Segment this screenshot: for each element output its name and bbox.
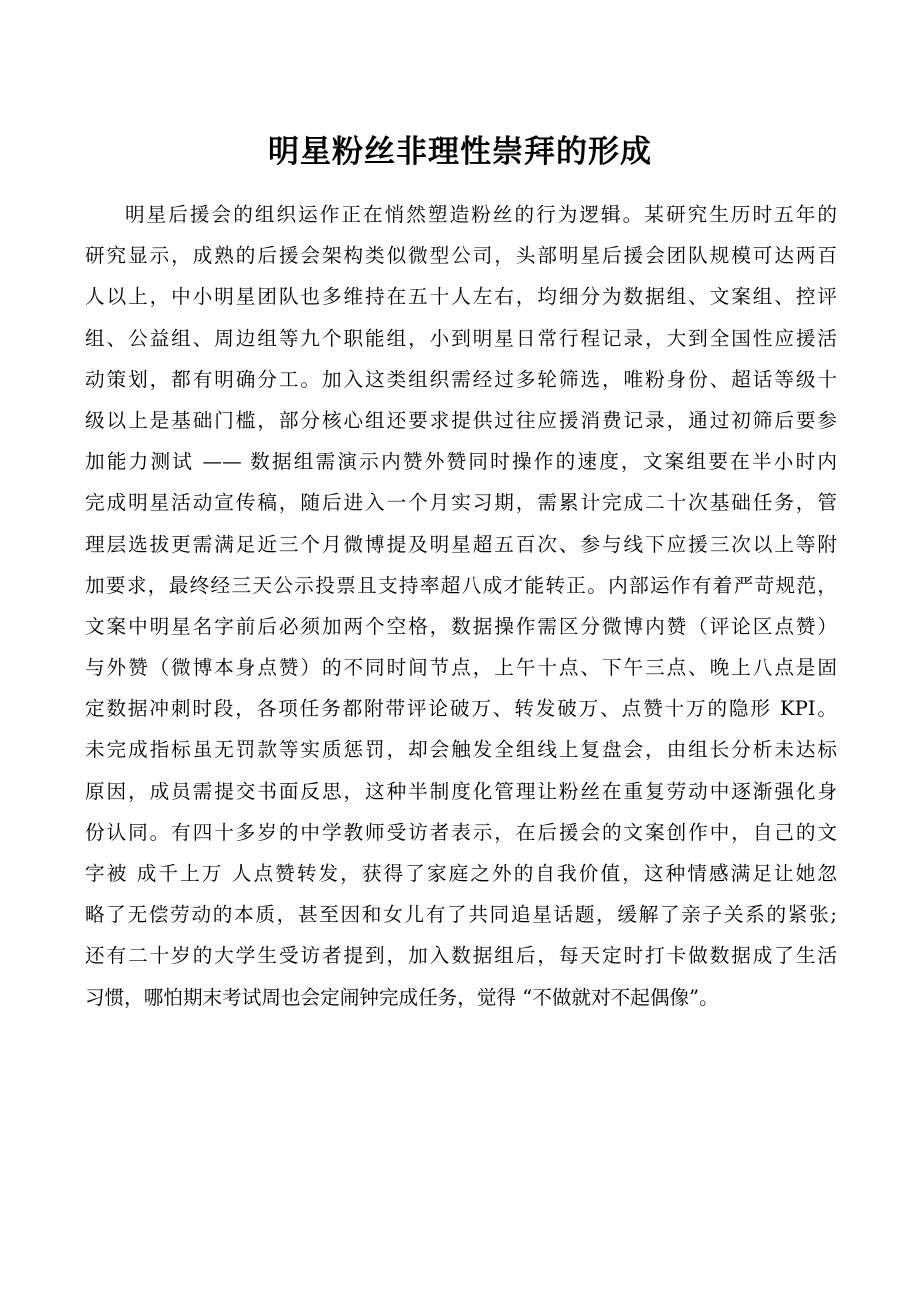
paragraph-line-10: 加要求，最终经三天公示投票且支持率超八成才能转正。内部运作有着严苛规范， <box>85 573 837 597</box>
paragraph-line-9: 理层选拔更需满足近三个月微博提及明星超五百次、参与线下应援三次以上等附 <box>85 532 837 556</box>
paragraph-line-17: 字被 成千上万 人点赞转发，获得了家庭之外的自我价值，这种情感满足让她忽 <box>85 862 837 885</box>
paragraph-line-5: 动策划，都有明确分工。加入这类组织需经过多轮筛选，唯粉身份、超话等级十 <box>85 367 837 391</box>
paragraph-line-18: 略了无偿劳动的本质，甚至因和女儿有了共同追星话题，缓解了亲子关系的紧张; <box>85 903 837 927</box>
paragraph-line-16: 份认同。有四十多岁的中学教师受访者表示，在后援会的文案创作中，自己的文 <box>85 820 837 844</box>
paragraph-line-20: 习惯，哪怕期末考试周也会定闹钟完成任务，觉得 “不做就对不起偶像”。 <box>85 985 719 1009</box>
paragraph-line-12: 与外赞（微博本身点赞）的不同时间节点，上午十点、下午三点、晚上八点是固 <box>85 656 837 680</box>
paragraph-line-15: 原因，成员需提交书面反思，这种半制度化管理让粉丝在重复劳动中逐渐强化身 <box>85 779 837 803</box>
paragraph-line-2: 研究显示，成熟的后援会架构类似微型公司，头部明星后援会团队规模可达两百 <box>85 244 837 268</box>
document-title: 明星粉丝非理性崇拜的形成 <box>268 134 652 170</box>
paragraph-line-6: 级以上是基础门槛，部分核心组还要求提供过往应援消费记录，通过初筛后要参 <box>85 408 837 432</box>
paragraph-line-13: 定数据冲刺时段，各项任务都附带评论破万、转发破万、点赞十万的隐形 KPI。 <box>85 697 837 721</box>
paragraph-line-11: 文案中明星名字前后必须加两个空格，数据操作需区分微博内赞（评论区点赞） <box>85 614 837 638</box>
paragraph-line-4: 组、公益组、周边组等九个职能组，小到明星日常行程记录，大到全国性应援活 <box>85 326 837 350</box>
paragraph-line-3: 人以上，中小明星团队也多维持在五十人左右，均细分为数据组、文案组、控评 <box>85 285 837 309</box>
paragraph-line-8: 完成明星活动宣传稿，随后进入一个月实习期，需累计完成二十次基础任务，管 <box>85 491 837 515</box>
body-paragraph <box>85 194 837 1018</box>
paragraph-line-19: 还有二十岁的大学生受访者提到，加入数据组后，每天定时打卡做数据成了生活 <box>85 944 837 968</box>
paragraph-line-7: 加能力测试 —— 数据组需演示内赞外赞同时操作的速度，文案组要在半小时内 <box>85 450 837 474</box>
paragraph-line-14: 未完成指标虽无罚款等实质惩罚，却会触发全组线上复盘会，由组长分析未达标 <box>85 738 837 762</box>
paragraph-line-1: 明星后援会的组织运作正在悄然塑造粉丝的行为逻辑。某研究生历时五年的 <box>125 203 837 226</box>
